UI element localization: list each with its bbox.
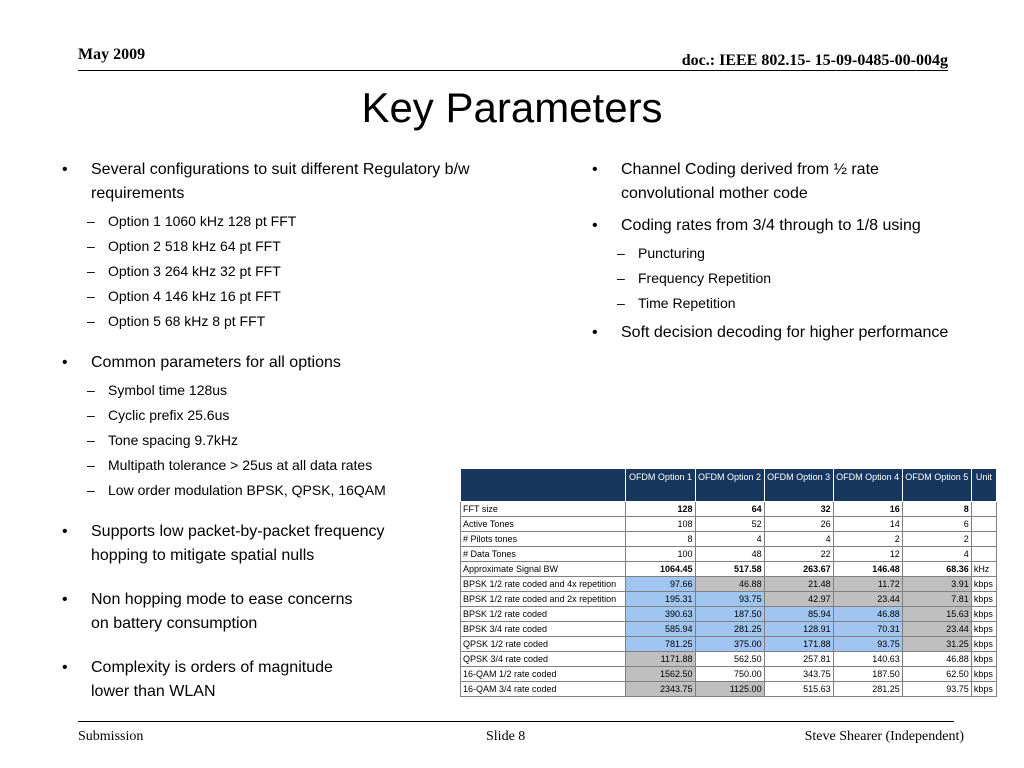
value-cell: 263.67 [764, 562, 833, 577]
row-label: # Data Tones [461, 547, 626, 562]
table-header-cell: OFDM Option 4 [833, 469, 902, 502]
value-cell: 8 [902, 502, 971, 517]
value-cell: 64 [695, 502, 764, 517]
table-row [461, 667, 997, 682]
row-label: BPSK 3/4 rate coded [461, 622, 626, 637]
value-cell: 26 [764, 517, 833, 532]
row-label: QPSK 3/4 rate coded [461, 652, 626, 667]
value-cell: 21.48 [764, 577, 833, 592]
value-cell: 93.75 [695, 592, 764, 607]
value-cell: 1171.88 [626, 652, 695, 667]
row-label: FFT size [461, 502, 626, 517]
bullet-coding-rates: • Coding rates from 3/4 through to 1/8 using [592, 214, 952, 238]
table-header-cell: OFDM Option 2 [695, 469, 764, 502]
table-row [461, 547, 997, 562]
dash-marker: – [87, 407, 95, 423]
row-label: BPSK 1/2 rate coded and 4x repetition [461, 577, 626, 592]
value-cell: 390.63 [626, 607, 695, 622]
sub-bullet-option: – Option 5 68 kHz 8 pt FFT [87, 313, 266, 329]
value-cell: 171.88 [764, 637, 833, 652]
sub-bullet-param: – Multipath tolerance > 25us at all data rates [87, 457, 373, 473]
value-cell: 1064.45 [626, 562, 695, 577]
table-body [461, 502, 997, 697]
table-header-cell [461, 469, 626, 502]
dash-marker: – [617, 270, 625, 286]
value-cell: 140.63 [833, 652, 902, 667]
bullet-soft-decision: • Soft decision decoding for higher performance [592, 321, 952, 345]
bullet-marker: • [592, 217, 598, 234]
dash-marker: – [87, 313, 95, 329]
sub-bullet-param: – Cyclic prefix 25.6us [87, 407, 230, 423]
value-cell: 3.91 [902, 577, 971, 592]
value-cell: 1125.00 [695, 682, 764, 697]
unit-cell: kbps [971, 682, 996, 697]
bullet-marker: • [592, 324, 598, 341]
value-cell: 23.44 [902, 622, 971, 637]
value-cell: 11.72 [833, 577, 902, 592]
value-cell: 31.25 [902, 637, 971, 652]
dash-marker: – [617, 245, 625, 261]
table-row [461, 517, 997, 532]
table-header-cell: OFDM Option 1 [626, 469, 695, 502]
value-cell: 22 [764, 547, 833, 562]
dash-marker: – [87, 482, 95, 498]
table-header-cell: OFDM Option 3 [764, 469, 833, 502]
table-row [461, 652, 997, 667]
value-cell: 515.63 [764, 682, 833, 697]
bullet-marker: • [62, 591, 68, 608]
sub-bullet-option: – Option 2 518 kHz 64 pt FFT [87, 238, 281, 254]
dash-marker: – [617, 295, 625, 311]
coding-rates-sublist [592, 243, 952, 313]
unit-cell: kbps [971, 577, 996, 592]
bullet-hopping: • Supports low packet-by-packet frequency hopping to mitigate spatial nulls [62, 520, 542, 568]
unit-cell [971, 532, 996, 547]
unit-cell: kbps [971, 667, 996, 682]
parameters-table [460, 468, 997, 697]
value-cell: 781.25 [626, 637, 695, 652]
value-cell: 1562.50 [626, 667, 695, 682]
value-cell: 16 [833, 502, 902, 517]
value-cell: 108 [626, 517, 695, 532]
value-cell: 2343.75 [626, 682, 695, 697]
dash-marker: – [87, 432, 95, 448]
bullet-configurations: • Several configurations to suit different Regulatory b/w requirements [62, 158, 542, 206]
table-header-row [461, 469, 997, 502]
value-cell: 281.25 [695, 622, 764, 637]
value-cell: 128 [626, 502, 695, 517]
unit-cell: kbps [971, 607, 996, 622]
unit-cell: kbps [971, 592, 996, 607]
unit-cell [971, 502, 996, 517]
value-cell: 70.31 [833, 622, 902, 637]
table-row [461, 532, 997, 547]
bullet-non-hopping: • Non hopping mode to ease concerns on battery consumption [62, 588, 542, 636]
value-cell: 23.44 [833, 592, 902, 607]
value-cell: 100 [626, 547, 695, 562]
sub-bullet-technique: – Frequency Repetition [617, 270, 772, 286]
value-cell: 6 [902, 517, 971, 532]
value-cell: 562.50 [695, 652, 764, 667]
unit-cell: kHz [971, 562, 996, 577]
row-label: 16-QAM 3/4 rate coded [461, 682, 626, 697]
value-cell: 146.48 [833, 562, 902, 577]
footer-author: Steve Shearer (Independent) [804, 729, 964, 744]
sub-bullet-param: – Low order modulation BPSK, QPSK, 16QAM [87, 482, 386, 498]
value-cell: 32 [764, 502, 833, 517]
value-cell: 14 [833, 517, 902, 532]
dash-marker: – [87, 213, 95, 229]
value-cell: 585.94 [626, 622, 695, 637]
value-cell: 517.58 [695, 562, 764, 577]
value-cell: 46.88 [695, 577, 764, 592]
sub-bullet-option: – Option 3 264 kHz 32 pt FFT [87, 263, 281, 279]
sub-bullet-option: – Option 4 146 kHz 16 pt FFT [87, 288, 281, 304]
row-label: # Pilots tones [461, 532, 626, 547]
unit-cell [971, 547, 996, 562]
row-label: BPSK 1/2 rate coded [461, 607, 626, 622]
bullet-marker: • [62, 523, 68, 540]
bullet-common-params: • Common parameters for all options [62, 351, 542, 375]
sub-bullet-param: – Tone spacing 9.7kHz [87, 432, 238, 448]
header-doc-id: doc.: IEEE 802.15- 15-09-0485-00-004g [681, 52, 948, 69]
row-label: Approximate Signal BW [461, 562, 626, 577]
dash-marker: – [87, 263, 95, 279]
value-cell: 48 [695, 547, 764, 562]
bullet-channel-coding: • Channel Coding derived from ½ rate convolutional mother code [592, 158, 952, 206]
value-cell: 85.94 [764, 607, 833, 622]
bullet-marker: • [62, 659, 68, 676]
header-rule [78, 70, 948, 71]
table-row [461, 607, 997, 622]
value-cell: 187.50 [833, 667, 902, 682]
value-cell: 4 [764, 532, 833, 547]
unit-cell: kbps [971, 622, 996, 637]
value-cell: 15.63 [902, 607, 971, 622]
value-cell: 8 [626, 532, 695, 547]
dash-marker: – [87, 382, 95, 398]
table-header-cell: Unit [971, 469, 996, 502]
value-cell: 12 [833, 547, 902, 562]
table-row [461, 682, 997, 697]
value-cell: 4 [695, 532, 764, 547]
value-cell: 7.81 [902, 592, 971, 607]
configuration-sublist [62, 211, 542, 331]
row-label: QPSK 1/2 rate coded [461, 637, 626, 652]
unit-cell: kbps [971, 652, 996, 667]
footer-rule [78, 721, 954, 722]
value-cell: 68.36 [902, 562, 971, 577]
bullet-marker: • [62, 161, 68, 178]
value-cell: 257.81 [764, 652, 833, 667]
value-cell: 195.31 [626, 592, 695, 607]
table-row [461, 562, 997, 577]
value-cell: 93.75 [902, 682, 971, 697]
value-cell: 281.25 [833, 682, 902, 697]
slide-title: Key Parameters [361, 84, 663, 131]
row-label: Active Tones [461, 517, 626, 532]
value-cell: 750.00 [695, 667, 764, 682]
bullet-marker: • [62, 354, 68, 371]
unit-cell [971, 517, 996, 532]
header-date: May 2009 [78, 46, 146, 63]
table-header-cell: OFDM Option 5 [902, 469, 971, 502]
table-row [461, 577, 997, 592]
row-label: 16-QAM 1/2 rate coded [461, 667, 626, 682]
sub-bullet-param: – Symbol time 128us [87, 382, 228, 398]
value-cell: 375.00 [695, 637, 764, 652]
table-row [461, 592, 997, 607]
right-column [592, 150, 952, 345]
sub-bullet-option: – Option 1 1060 kHz 128 pt FFT [87, 213, 297, 229]
table-row [461, 502, 997, 517]
footer-submission: Submission [78, 729, 144, 744]
unit-cell: kbps [971, 637, 996, 652]
value-cell: 42.97 [764, 592, 833, 607]
value-cell: 97.66 [626, 577, 695, 592]
value-cell: 46.88 [833, 607, 902, 622]
value-cell: 52 [695, 517, 764, 532]
dash-marker: – [87, 238, 95, 254]
dash-marker: – [87, 288, 95, 304]
bullet-complexity: • Complexity is orders of magnitude lower than WLAN [62, 656, 542, 704]
value-cell: 128.91 [764, 622, 833, 637]
bullet-marker: • [592, 161, 598, 178]
value-cell: 46.88 [902, 652, 971, 667]
footer-slide-number: Slide 8 [486, 729, 526, 744]
dash-marker: – [87, 457, 95, 473]
table-row [461, 637, 997, 652]
value-cell: 2 [833, 532, 902, 547]
value-cell: 2 [902, 532, 971, 547]
sub-bullet-technique: – Time Repetition [617, 295, 736, 311]
sub-bullet-technique: – Puncturing [617, 245, 705, 261]
value-cell: 62.50 [902, 667, 971, 682]
value-cell: 93.75 [833, 637, 902, 652]
value-cell: 343.75 [764, 667, 833, 682]
value-cell: 4 [902, 547, 971, 562]
table-row [461, 622, 997, 637]
value-cell: 187.50 [695, 607, 764, 622]
row-label: BPSK 1/2 rate coded and 2x repetition [461, 592, 626, 607]
